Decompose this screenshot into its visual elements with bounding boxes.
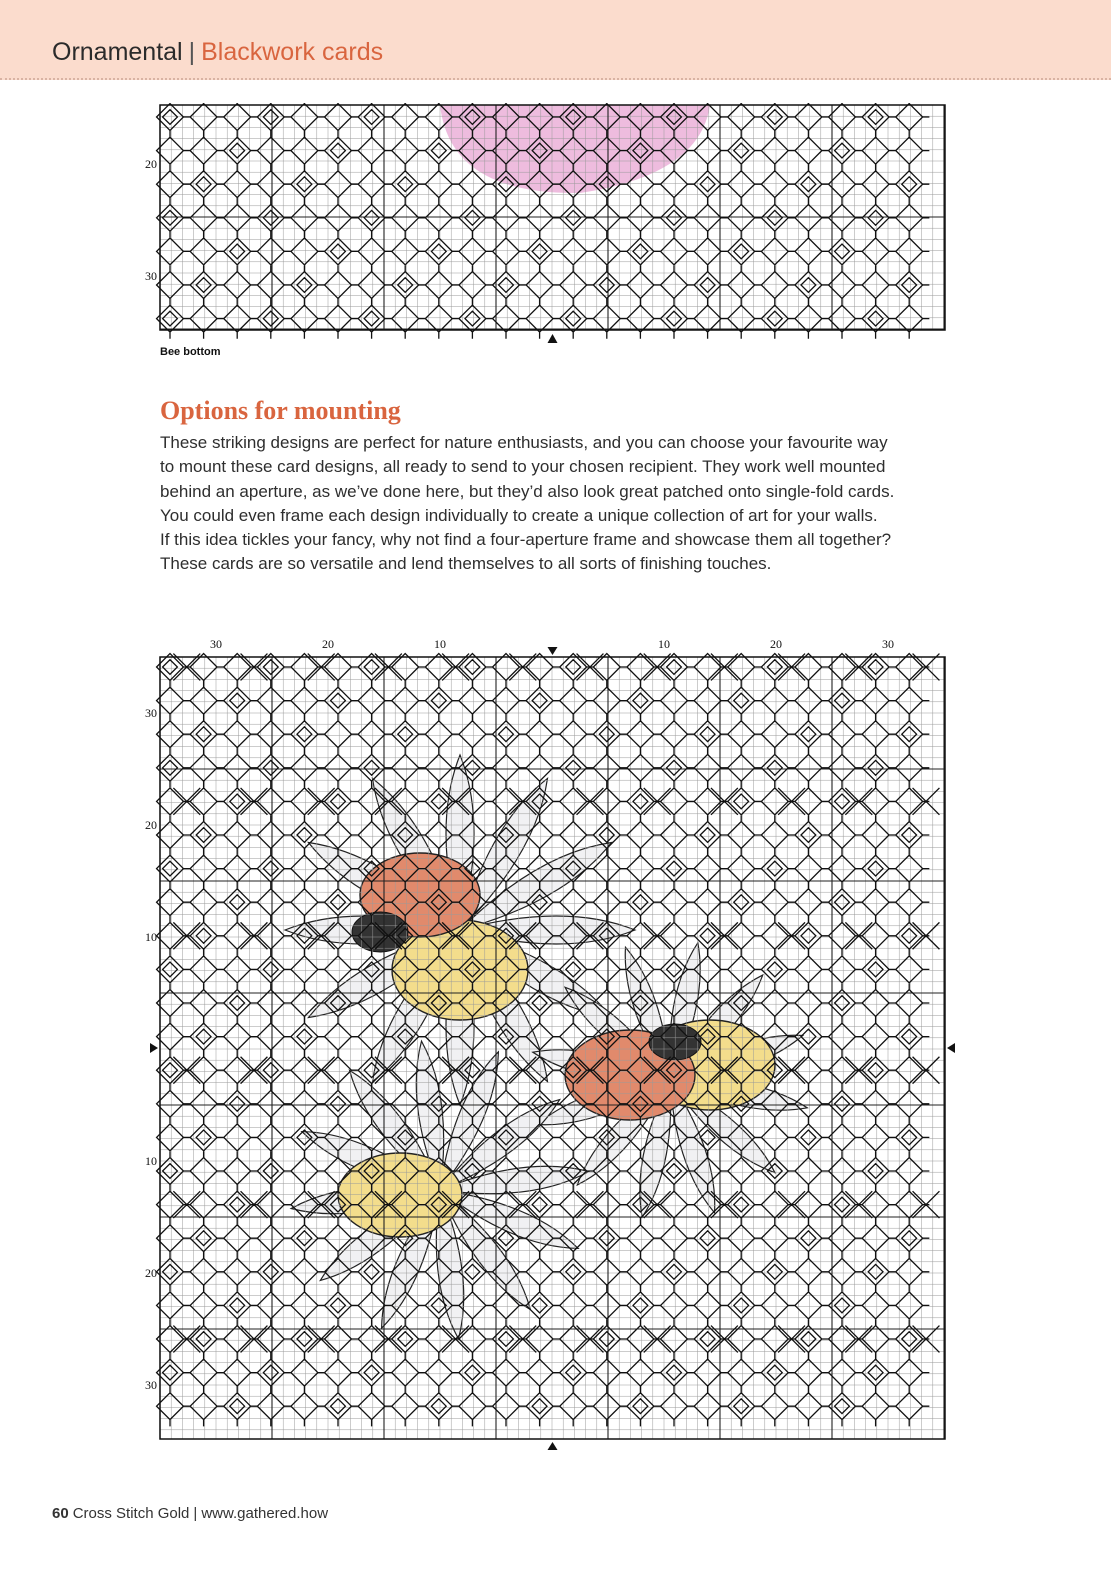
top-row-label-30: 30: [145, 269, 157, 283]
row-label: 10: [145, 1154, 157, 1168]
col-label: 20: [322, 637, 334, 651]
footer-separator: |: [193, 1505, 198, 1522]
body-line: These striking designs are perfect for nature enthusiasts, and you can choose your favourite way: [160, 433, 888, 452]
body-line: behind an aperture, as we’ve done here, but they’d also look great patched onto single-fold cards.: [160, 481, 895, 501]
body-line: If this idea tickles your fancy, why not find a four-aperture frame and showcase them all together?: [160, 530, 892, 550]
header-subsection: Blackwork cards: [201, 38, 384, 66]
body-line: to mount these card designs, all ready to send to your chosen recipient. They work well mounted: [160, 457, 886, 477]
footer-url: www.gathered.how: [201, 1505, 329, 1522]
row-label: 20: [145, 1266, 157, 1280]
centre-arrow-bottom: [548, 334, 558, 343]
row-label: 10: [145, 930, 157, 944]
centre-arrow-right: [947, 1043, 955, 1053]
body-line: These cards are so versatile and lend themselves to all sorts of finishing touches.: [160, 554, 772, 574]
page-number: 60: [52, 1505, 69, 1522]
centre-arrow-top: [548, 647, 558, 655]
col-label: 10: [658, 637, 670, 651]
body-line: You could even frame each design individually to create a unique collection of art for your walls.: [160, 505, 878, 525]
bee-bottom-chart: [130, 103, 960, 348]
row-label: 20: [145, 818, 157, 832]
row-label: 30: [145, 706, 157, 720]
header-section: Ornamental: [52, 38, 183, 66]
col-label: 30: [882, 637, 894, 651]
page-header: [0, 0, 1111, 80]
ladybird-head: [352, 912, 408, 952]
col-label: 30: [210, 637, 222, 651]
ladybird-daisy-chart: [130, 630, 960, 1455]
header-title: [52, 38, 383, 67]
col-label: 20: [770, 637, 782, 651]
magazine-name: Cross Stitch Gold: [72, 1505, 190, 1522]
col-label: 10: [434, 637, 446, 651]
header-separator: |: [188, 38, 196, 66]
body-paragraph: [160, 431, 970, 577]
centre-arrow-bottom: [548, 1442, 558, 1450]
top-row-label-20: 20: [145, 157, 157, 171]
centre-arrow-left: [150, 1043, 158, 1053]
chart-caption: Bee bottom: [160, 346, 221, 358]
section-heading: Options for mounting: [160, 396, 401, 425]
row-label: 30: [145, 1378, 157, 1392]
page-footer: [52, 1505, 328, 1522]
